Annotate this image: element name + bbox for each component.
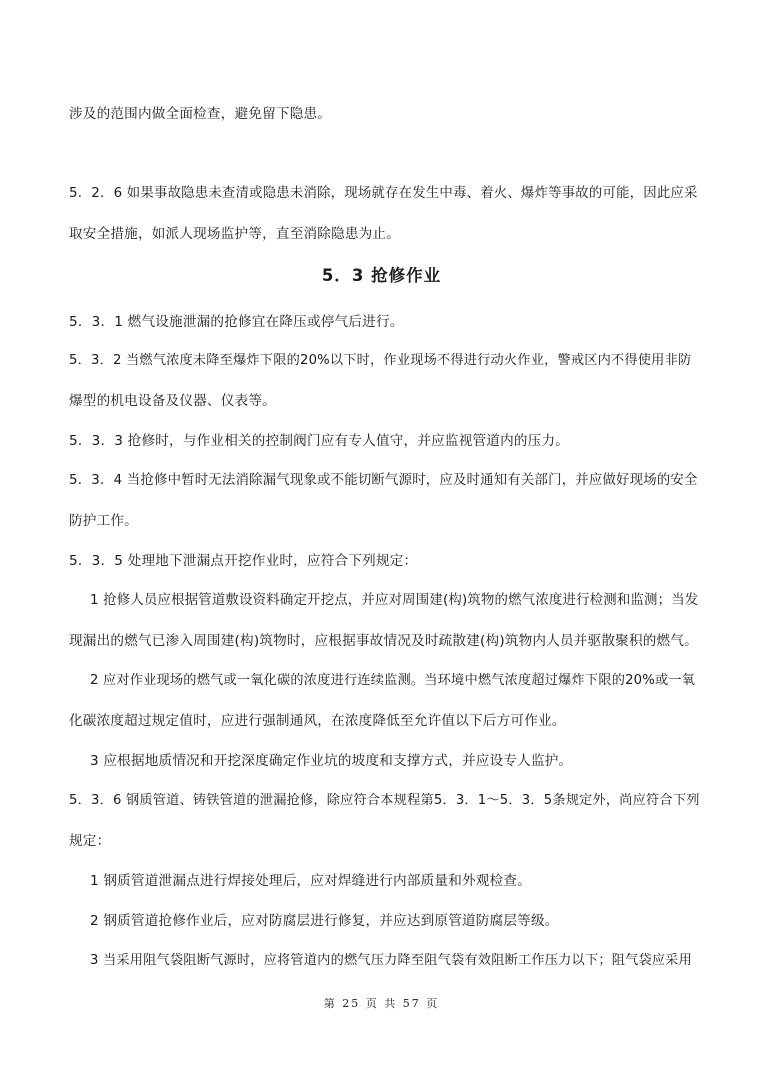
paragraph-line-2: 5．2．6 如果事故隐患未查清或隐患未消除，现场就存在发生中毒、着火、爆炸等事故的可能，因此应采 — [69, 186, 698, 201]
paragraph-line-3: 取安全措施，如派人现场监护等，直至消除隐患为止。 — [69, 226, 401, 242]
list-item-line-2: 现漏出的燃气已渗入周围建(构)筑物时，应根据事故情况及时疏散建(构)筑物内人员并驱散聚积的燃气。 — [69, 633, 698, 649]
paragraph-line-7: 5．3．3 抢修时，与作业相关的控制阀门应有专人值守，并应监视管道内的压力。 — [69, 433, 570, 449]
paragraph-line-12: 规定： — [69, 833, 111, 849]
paragraph-line-10: 5．3．5 处理地下泄漏点开挖作业时，应符合下列规定： — [69, 553, 418, 569]
paragraph-line-6: 爆型的机电设备及仪器、仪表等。 — [69, 393, 276, 409]
paragraph-line-8: 5．3．4 当抢修中暂时无法消除漏气现象或不能切断气源时，应及时通知有关部门，并应做好现场的安全 — [69, 473, 698, 488]
paragraph-line-4: 5．3．1 燃气设施泄漏的抢修宜在降压或停气后进行。 — [69, 314, 404, 330]
list-item-line-8: 3 当采用阻气袋阻断气源时，应将管道内的燃气压力降至阻气袋有效阻断工作压力以下；阻气袋应采用 — [90, 953, 693, 968]
paragraph-line-1: 涉及的范围内做全面检查，避免留下隐患。 — [69, 106, 332, 122]
page-footer: 第 25 页 共 57 页 — [323, 997, 440, 1010]
paragraph-line-5: 5．3．2 当燃气浓度未降至爆炸下限的20%以下时，作业现场不得进行动火作业，警戒区内不得使用非防 — [69, 353, 692, 368]
paragraph-line-9: 防护工作。 — [69, 513, 138, 529]
list-item-line-5: 3 应根据地质情况和开挖深度确定作业坑的坡度和支撑方式，并应设专人监护。 — [90, 753, 573, 769]
list-item-line-1: 1 抢修人员应根据管道敷设资料确定开挖点，并应对周围建(构)筑物的燃气浓度进行检测和监测；当发 — [90, 593, 699, 608]
paragraph-line-11: 5．3．6 钢质管道、铸铁管道的泄漏抢修，除应符合本规程第5．3．1～5．3．5条规定外，尚应符合下列 — [69, 793, 700, 808]
list-item-line-3: 2 应对作业现场的燃气或一氧化碳的浓度进行连续监测。当环境中燃气浓度超过爆炸下限的20%或一氧 — [90, 673, 696, 688]
list-item-line-4: 化碳浓度超过规定值时，应进行强制通风，在浓度降低至允许值以下后方可作业。 — [69, 713, 566, 729]
section-heading: 5．3 抢修作业 — [321, 266, 442, 285]
list-item-line-7: 2 钢质管道抢修作业后，应对防腐层进行修复，并应达到原管道防腐层等级。 — [90, 913, 559, 929]
list-item-line-6: 1 钢质管道泄漏点进行焊接处理后，应对焊缝进行内部质量和外观检查。 — [90, 873, 531, 889]
